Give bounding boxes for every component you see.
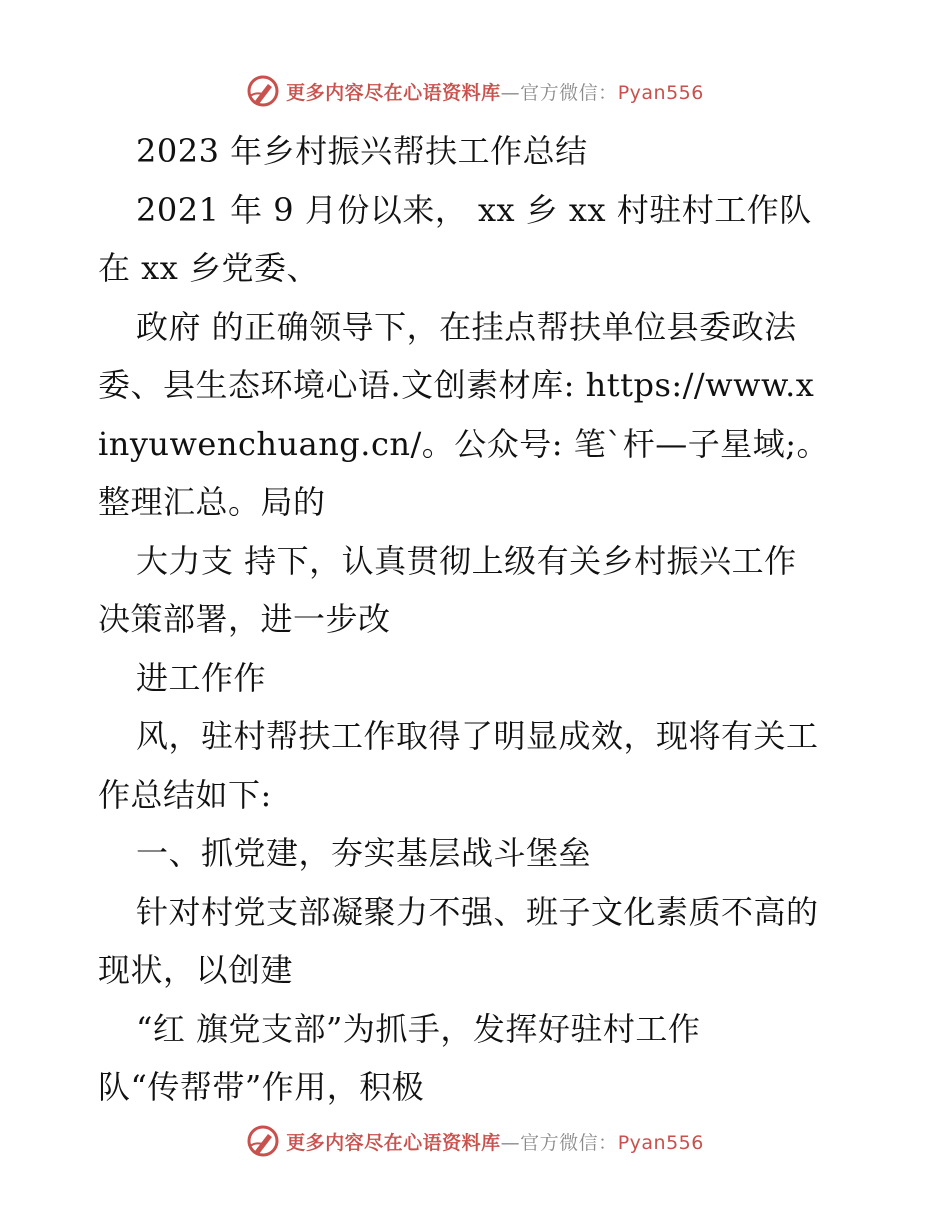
text-line: 委、县生态环境心语.文创素材库: https://www.x — [98, 366, 815, 404]
watermark-separator: — — [500, 1131, 521, 1154]
document-body — [98, 122, 858, 1117]
watermark-account-id: Pyan556 — [617, 81, 704, 104]
watermark-account: 官方微信： — [520, 81, 618, 104]
watermark-separator: — — [500, 81, 521, 104]
text-line: 队“传帮带”作用，积极 — [98, 1068, 425, 1106]
watermark-account-id: Pyan556 — [617, 1131, 704, 1154]
text-line: 进工作作 — [136, 658, 267, 697]
text-line: 现状，以创建 — [98, 951, 294, 989]
text-line: 作总结如下: — [98, 775, 272, 814]
watermark-brand: 更多内容尽在心语资料库 — [286, 1131, 501, 1154]
text-line: 一、抓党建，夯实基层战斗堡垒 — [136, 834, 592, 872]
text-line: 针对村党支部凝聚力不强、班子文化素质不高的 — [136, 892, 819, 931]
watermark-brand: 更多内容尽在心语资料库 — [286, 81, 501, 104]
text-line: “红 旗党支部”为抓手，发挥好驻村工作 — [136, 1009, 701, 1048]
watermark-footer — [0, 1121, 950, 1161]
text-line: 在 xx 乡党委、 — [98, 249, 319, 287]
text-line: 大力支 持下，认真贯彻上级有关乡村振兴工作 — [136, 541, 797, 580]
text-line: 政府 的正确领导下，在挂点帮扶单位县委政法 — [136, 307, 797, 346]
text-line: 2021 年 9 月份以来， xx 乡 xx 村驻村工作队 — [136, 190, 812, 229]
text-line: inyuwenchuang.cn/。公众号: 笔`杆—子星域;。 — [98, 424, 830, 463]
text-line: 2023 年乡村振兴帮扶工作总结 — [136, 132, 588, 170]
watermark-account: 官方微信： — [520, 1131, 618, 1154]
watermark-header — [0, 71, 950, 111]
text-line: 决策部署，进一步改 — [98, 600, 391, 638]
text-line: 整理汇总。局的 — [98, 483, 326, 521]
pen-logo-icon — [246, 1124, 280, 1158]
text-line: 风，驻村帮扶工作取得了明显成效，现将有关工 — [136, 717, 819, 755]
pen-logo-icon — [246, 74, 280, 108]
